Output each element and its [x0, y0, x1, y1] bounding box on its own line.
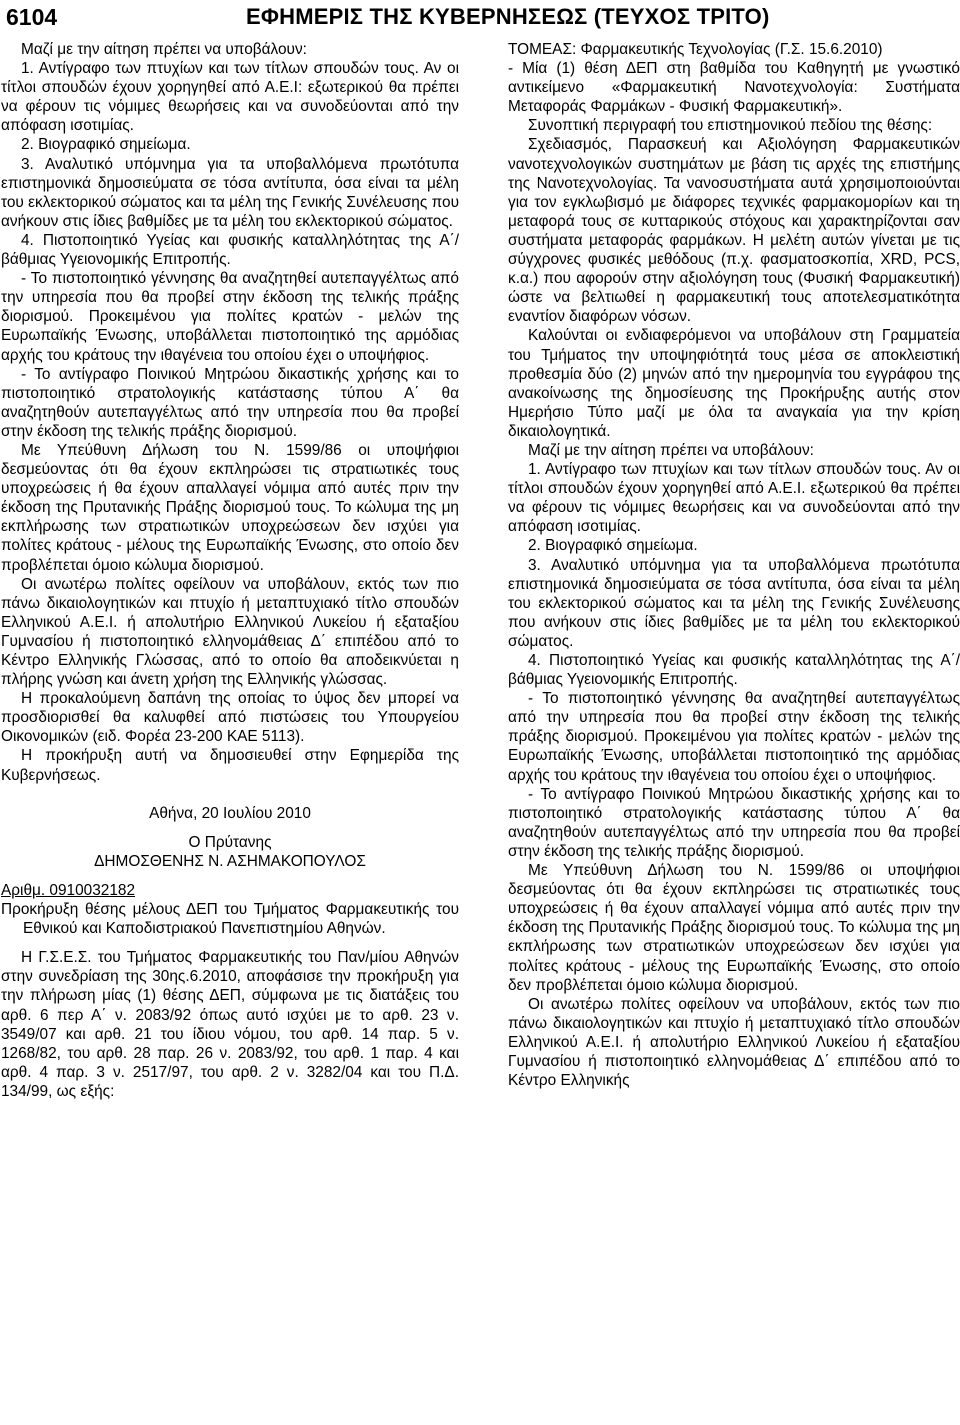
paragraph: 4. Πιστοποιητικό Υγείας και φυσικής καταλληλότητας της Α΄/βάθμιας Υγειονομικής Επιτροπής.: [1, 231, 459, 269]
signatory-name: ΔΗΜΟΣΘΕΝΗΣ Ν. ΑΣΗΜΑΚΟΠΟΥΛΟΣ: [94, 852, 366, 870]
right-column: [508, 40, 960, 1090]
paragraph: Οι ανωτέρω πολίτες οφείλουν να υποβάλουν, εκτός των πιο πάνω δικαιολογητικών και πτυχίο ή μεταπτυχιακό τίτλο σπουδών Ελληνικού Α.Ε.Ι. ή απολυτήριο Ελληνικού Λυκείου ή εξαταξίου Γυμνασίου ή πιστοποιητικό ελληνομάθειας Δ΄ επιπέδου από το Κέντρο Ελληνικής Γλώσσας, από το οποίο θα αποδεικνύεται η πλήρης γνώση και άνετη χρήση της Ελληνικής γλώσσας.: [1, 575, 459, 689]
paragraph: - Το αντίγραφο Ποινικού Μητρώου δικαστικής χρήσης και το πιστοποιητικό στρατολογικής κατάστασης τύπου Α΄ θα αναζητηθούν αυτεπαγγέλτως από την υπηρεσία που θα προβεί στην έκδοση της τελικής πράξης διορισμού.: [508, 785, 960, 860]
paragraph: Η Γ.Σ.Ε.Σ. του Τμήματος Φαρμακευτικής του Παν/μίου Αθηνών στην συνεδρίαση της 30ης.6.2010, αποφάσισε την προκήρυξη για την πλήρωση μίας (1) θέσης ΔΕΠ, σύμφωνα με τις διατάξεις του αρθ. 6 περ Α΄ ν. 2083/92 όπως αυτό ισχύει με το αρθ. 23 ν. 3549/07 και αρθ. 21 του ίδιου νόμου, του αρθ. 14 παρ. 5 ν. 1268/82, του αρθ. 28 παρ. 26 ν. 2083/92, του αρθ. 1 παρ. 4 και αρθ. 4 παρ. 3 ν. 2517/97, του αρθ. 2 ν. 3282/04 και του Π.Δ. 134/99, ως εξής:: [1, 949, 459, 1100]
paragraph: Μαζί με την αίτηση πρέπει να υποβάλουν:: [528, 441, 814, 459]
paragraph: Καλούνται οι ενδιαφερόμενοι να υποβάλουν στη Γραμματεία του Τμήματος την υποψηφιότητά τους μέσα σε αποκλειστική προθεσμία δύο (2) μηνών από την ημερομηνία του εγγράφου της ανακοίνωσης της δημοσίευσης της Προκήρυξης αυτής στον Ημερήσιο Τύπο μαζί με όλα τα αναγκαία για την κρίση δικαιολογητικά.: [508, 327, 960, 440]
paragraph: Η προκήρυξη αυτή να δημοσιευθεί στην Εφημερίδα της Κυβερνήσεως.: [1, 747, 459, 784]
paragraph: Οι ανωτέρω πολίτες οφείλουν να υποβάλουν, εκτός των πιο πάνω δικαιολογητικών και πτυχίο ή μεταπτυχιακό τίτλο σπουδών Ελληνικού Α.Ε.Ι. ή απολυτήριο Ελληνικού Λυκείου ή εξαταξίου Γυμνασίου ή πιστοποιητικό ελληνομάθειας Δ΄ επιπέδου από το Κέντρο Ελληνικής: [508, 995, 960, 1090]
paragraph: - Το πιστοποιητικό γέννησης θα αναζητηθεί αυτεπαγγέλτως από την υπηρεσία που θα προβεί στην έκδοση της τελικής πράξης διορισμού. Προκειμένου για πολίτες κρατών - μελών της Ευρωπαϊκής Ένωσης, υποβάλλεται πιστοποιητικό της αρμόδιας αρχής του κράτους την ιθαγένεια του οποίου έχει ο υποψήφιος.: [1, 270, 459, 364]
paragraph: - Μία (1) θέση ΔΕΠ στη βαθμίδα του Καθηγητή με γνωστικό αντικείμενο «Φαρμακευτική Νανοτεχνολογία: Συστήματα Μεταφοράς Φαρμάκων - Φυσική Φαρμακευτική».: [508, 60, 960, 116]
paragraph: Σχεδιασμός, Παρασκευή και Αξιολόγηση Φαρμακευτικών νανοτεχνολογικών συστημάτων με βάση τις αρχές της επιστήμης της Νανοτεχνολογίας. Τα νανοσυστήματα αυτά χρησιμοποιούνται για τον εγκλωβισμό με διάφορες τεχνικές φαρμακομορίων και τη μεταφορά τους σε κυτταρικούς στόχους και χαρακτηρίζονται σαν συστήματα μεταφοράς φαρμάκων. Η μελέτη αυτών γίνεται με τις σύγχρονες φυσικές μεθόδους (π.χ. φασματοσκοπία, XRD, PCS, κ.α.) που αφορούν στην αξιολόγηση τους (Φυσική Φαρμακευτική) ώστε να βελτιωθεί η φαρμακευτική τους αποτελεσματικότητα εναντίον διαφόρων νόσων.: [508, 136, 960, 326]
paragraph: 3. Αναλυτικό υπόμνημα για τα υποβαλλόμενα πρωτότυπα επιστημονικά δημοσιεύματα σε τόσα αντίτυπα, όσα είναι τα μέλη του εκλεκτορικού σώματος και τα μέλη της Γενικής Συνέλευσης που ανήκουν στις ίδιες βαθμίδες με τα μέλη του εκλεκτορικού σώματος.: [1, 155, 459, 230]
paragraph: Μαζί με την αίτηση πρέπει να υποβάλουν:: [21, 41, 307, 58]
paragraph: 1. Αντίγραφο των πτυχίων και των τίτλων σπουδών τους. Αν οι τίτλοι σπουδών έχουν χορηγηθεί από Α.Ε.Ι. εξωτερικού θα πρέπει να φέρουν τις νόμιμες θεωρήσεις και να συνοδεύονται από την απόφαση ισοτιμίας.: [508, 461, 960, 536]
paragraph: 2. Βιογραφικό σημείωμα.: [528, 537, 698, 555]
paragraph: 2. Βιογραφικό σημείωμα.: [21, 136, 191, 154]
paragraph: Με Υπεύθυνη Δήλωση του Ν. 1599/86 οι υποψήφιοι δεσμεύοντας ότι θα έχουν εκπληρώσει τις στρατιωτικές τους υποχρεώσεις ή θα έχουν απαλλαγεί νόμιμα από αυτές πριν την έκδοση της Πρυτανικής Πράξης διορισμού τους. Το κώλυμα της μη εκπλήρωσης των στρατιωτικών υποχρεώσεων δεν ισχύει για πολίτες κράτους - μέλους της Ευρωπαϊκής Ένωσης, στο οποίο δεν προβλέπεται όμοιο κώλυμα διορισμού.: [508, 862, 960, 994]
paragraph: - Το αντίγραφο Ποινικού Μητρώου δικαστικής χρήσης και το πιστοποιητικό στρατολογικής κατάστασης τύπου Α΄ θα αναζητηθούν αυτεπαγγέλτως από την υπηρεσία που θα προβεί στην έκδοση της τελικής πράξης διορισμού.: [1, 365, 459, 440]
paragraph: 1. Αντίγραφο των πτυχίων και των τίτλων σπουδών τους. Αν οι τίτλοι σπουδών έχουν χορηγηθεί από Α.Ε.Ι: εξωτερικού θα πρέπει να φέρουν τις νόμιμες θεωρήσεις και να συνοδεύονται από την απόφαση ισοτιμίας.: [1, 60, 459, 135]
paragraph: - Το πιστοποιητικό γέννησης θα αναζητηθεί αυτεπαγγέλτως από την υπηρεσία που θα προβεί στην έκδοση της τελικής πράξης διορισμού. Προκειμένου για πολίτες κρατών - μελών της Ευρωπαϊκής Ένωσης, υποβάλλεται πιστοποιητικό της αρμόδιας αρχής του κράτους την ιθαγένεια του οποίου έχει ο υποψήφιος.: [508, 690, 960, 784]
paragraph: Με Υπεύθυνη Δήλωση του Ν. 1599/86 οι υποψήφιοι δεσμεύοντας ότι θα έχουν εκπληρώσει τις στρατιωτικές τους υποχρεώσεις ή θα έχουν απαλλαγεί νόμιμα από αυτές πριν την έκδοση της Πρυτανικής Πράξης διορισμού τους. Το κώλυμα της μη εκπλήρωσης των στρατιωτικών υποχρεώσεων δεν ισχύει για πολίτες κράτους - μέλους της Ευρωπαϊκής Ένωσης, στο οποίο δεν προβλέπεται όμοιο κώλυμα διορισμού.: [1, 441, 459, 574]
announcement-title: Προκήρυξη θέσης μέλους ΔΕΠ του Τμήματος Φαρμακευτικής του Εθνικού και Καποδιστριακού Πανεπιστημίου Αθηνών.: [1, 901, 459, 938]
signatory-role: Ο Πρύτανης: [188, 833, 272, 851]
left-column: [1, 40, 459, 1101]
paragraph: 3. Αναλυτικό υπόμνημα για τα υποβαλλόμενα πρωτότυπα επιστημονικά δημοσιεύματα σε τόσα αντίτυπα, όσα είναι τα μέλη του εκλεκτορικού σώματος και τα μέλη της Γενικής Συνέλευσης που ανήκουν στις ίδιες βαθμίδες με τα μέλη του εκλεκτορικού σώματος.: [508, 556, 960, 650]
paragraph: Η προκαλούμενη δαπάνη της οποίας το ύψος δεν μπορεί να προσδιορισθεί θα καλυφθεί από πιστώσεις του Υπουργείου Οικονομικών (ειδ. Φορέα 23-200 ΚΑΕ 5113).: [1, 690, 459, 746]
page-header: [0, 0, 960, 36]
place-date: Αθήνα, 20 Ιουλίου 2010: [149, 804, 311, 822]
paragraph: Συνοπτική περιγραφή του επιστημονικού πεδίου της θέσης:: [528, 117, 933, 135]
page-number: 6104: [6, 4, 58, 30]
gazette-title: ΕΦΗΜΕΡΙΣ ΤΗΣ ΚΥΒΕΡΝΗΣΕΩΣ (ΤΕΥΧΟΣ ΤΡΙΤΟ): [246, 4, 770, 29]
paragraph: 4. Πιστοποιητικό Υγείας και φυσικής καταλληλότητας της Α΄/βάθμιας Υγειονομικής Επιτροπής.: [508, 652, 960, 689]
paragraph: ΤΟΜΕΑΣ: Φαρμακευτικής Τεχνολογίας (Γ.Σ. 15.6.2010): [508, 41, 883, 58]
reference-number: Αριθμ. 0910032182: [1, 881, 136, 899]
